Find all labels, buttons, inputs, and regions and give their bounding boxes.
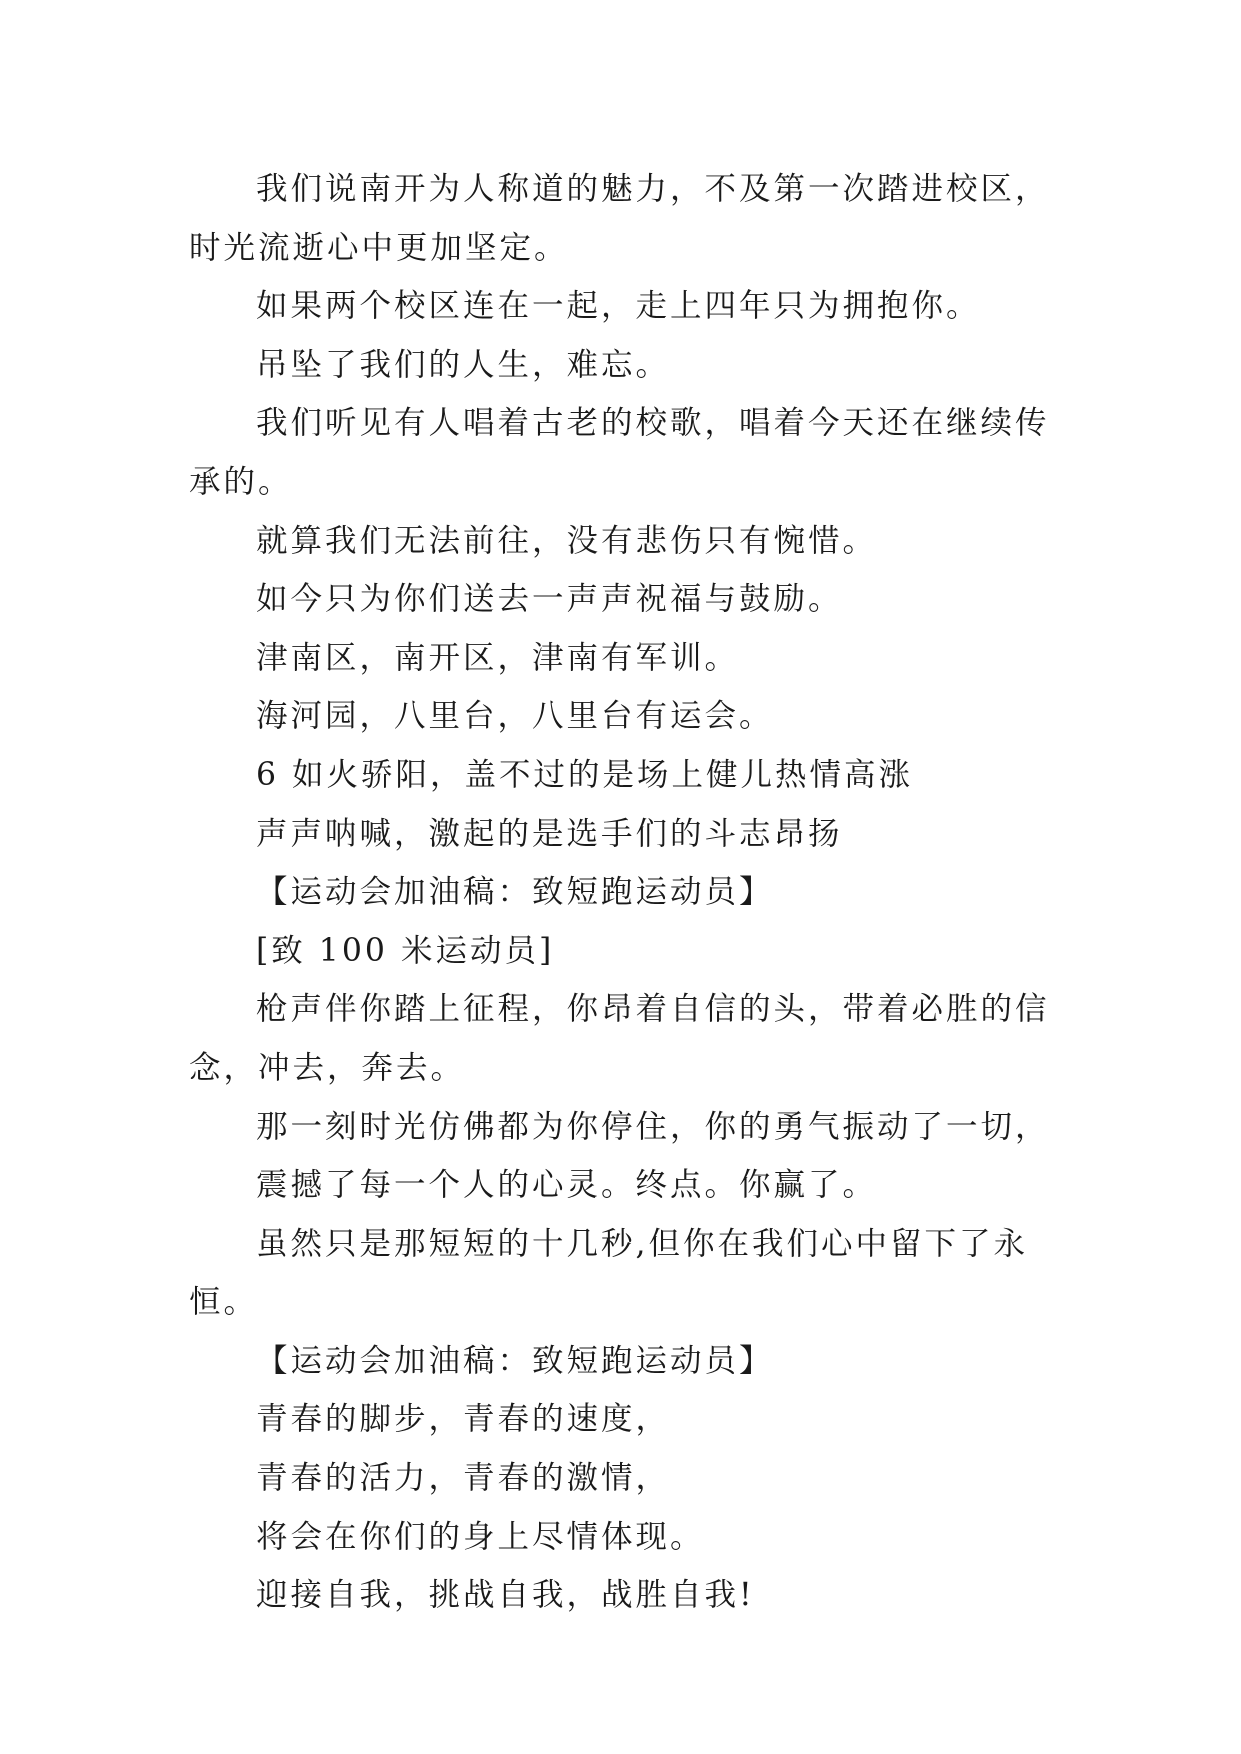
paragraph: 将会在你们的身上尽情体现。 — [256, 1518, 705, 1555]
subsection-heading: [致 100 米运动员] — [256, 932, 555, 969]
paragraph: 我们听见有人唱着古老的校歌，唱着今天还在继续传承的。 — [189, 405, 1050, 500]
paragraph: 声声呐喊，激起的是选手们的斗志昂扬 — [256, 815, 843, 852]
paragraph: 海河园，八里台，八里台有运会。 — [256, 698, 774, 735]
paragraph: 我们说南开为人称道的魅力，不及第一次踏进校区，时光流逝心中更加坚定。 — [189, 171, 1050, 266]
paragraph: 如今只为你们送去一声声祝福与鼓励。 — [256, 581, 843, 618]
paragraph: 就算我们无法前往，没有悲伤只有惋惜。 — [256, 522, 878, 559]
paragraph: 吊坠了我们的人生，难忘。 — [256, 346, 671, 383]
paragraph: 枪声伴你踏上征程，你昂着自信的头，带着必胜的信念，冲去，奔去。 — [189, 991, 1050, 1086]
section-heading: 【运动会加油稿：致短跑运动员】 — [256, 1342, 774, 1379]
paragraph: 迎接自我，挑战自我，战胜自我! — [256, 1577, 755, 1614]
paragraph: 震撼了每一个人的心灵。终点。你赢了。 — [256, 1167, 878, 1204]
paragraph: 6 如火骄阳，盖不过的是场上健儿热情高涨 — [256, 756, 914, 793]
paragraph: 津南区，南开区，津南有军训。 — [256, 639, 740, 676]
document-body — [189, 160, 1069, 1625]
paragraph: 青春的脚步，青春的速度， — [256, 1401, 671, 1438]
paragraph: 青春的活力，青春的激情， — [256, 1460, 671, 1497]
paragraph: 那一刻时光仿佛都为你停住，你的勇气振动了一切， — [256, 1108, 1050, 1145]
paragraph: 如果两个校区连在一起，走上四年只为拥抱你。 — [256, 288, 981, 325]
section-heading: 【运动会加油稿：致短跑运动员】 — [256, 874, 774, 911]
paragraph: 虽然只是那短短的十几秒,但你在我们心中留下了永恒。 — [189, 1225, 1029, 1321]
